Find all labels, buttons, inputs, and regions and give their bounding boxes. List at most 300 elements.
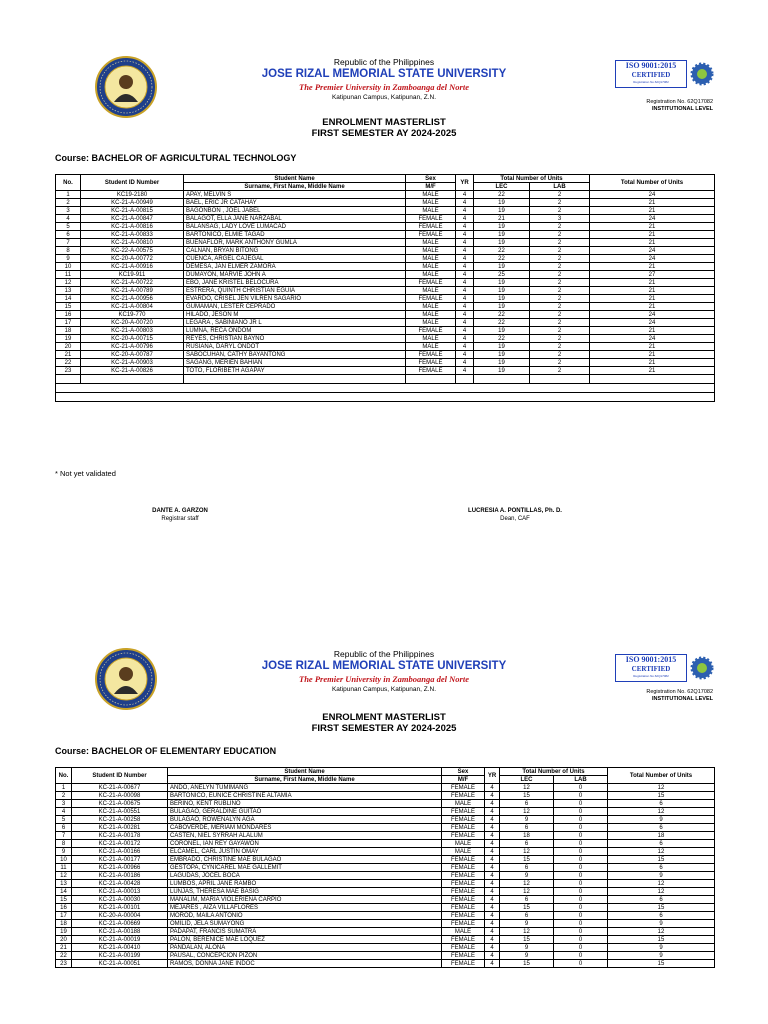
cell-student-name: LUMNA, RECA ONDOM bbox=[184, 327, 406, 335]
cell-sex: FEMALE bbox=[406, 295, 456, 303]
cell-no: 11 bbox=[56, 864, 72, 872]
cell-lec: 19 bbox=[474, 239, 530, 247]
cell-student-name: LAGUDAS, JOCEL BOCA bbox=[168, 872, 442, 880]
cell-sex: FEMALE bbox=[442, 944, 485, 952]
cell-student-id: KC-20-A-00787 bbox=[81, 351, 184, 359]
republic-line: Republic of the Philippines bbox=[333, 57, 435, 67]
cell-no: 14 bbox=[56, 888, 72, 896]
table-row bbox=[56, 359, 715, 367]
cell-lab: 0 bbox=[554, 784, 608, 792]
cell-no: 12 bbox=[56, 279, 81, 287]
cell-total: 21 bbox=[590, 223, 715, 231]
cell-yr: 4 bbox=[485, 864, 500, 872]
footnote: * Not yet validated bbox=[55, 469, 116, 478]
cell-sex: MALE bbox=[406, 311, 456, 319]
cell-lab: 0 bbox=[554, 920, 608, 928]
cell-total: 12 bbox=[608, 808, 715, 816]
cell-no: 7 bbox=[56, 832, 72, 840]
cell-lec: 19 bbox=[474, 367, 530, 375]
cell-total: 21 bbox=[590, 343, 715, 351]
table-row bbox=[56, 792, 715, 800]
cell-lec: 19 bbox=[474, 223, 530, 231]
cell-no: 11 bbox=[56, 271, 81, 279]
cell-lab: 2 bbox=[530, 351, 590, 359]
table-row bbox=[56, 936, 715, 944]
table-row bbox=[56, 864, 715, 872]
cell-no: 9 bbox=[56, 848, 72, 856]
cell-lec: 19 bbox=[474, 343, 530, 351]
cell-student-name: CUENCA, ARGEL CAJEGAL bbox=[184, 255, 406, 263]
cell-student-id: KC-21-A-00551 bbox=[72, 808, 168, 816]
cell-sex: MALE bbox=[406, 287, 456, 295]
cell-lec: 19 bbox=[474, 351, 530, 359]
cell-total: 21 bbox=[590, 199, 715, 207]
cell-lab: 0 bbox=[554, 808, 608, 816]
cell-lec: 15 bbox=[500, 960, 554, 968]
cell-yr: 4 bbox=[485, 920, 500, 928]
cell-student-id: KC19-2180 bbox=[81, 191, 184, 199]
cell-student-name: DEMESA, JAN ELMER ZAMORA bbox=[184, 263, 406, 271]
university-tagline: The Premier University in Zamboanga del Norte bbox=[299, 82, 469, 92]
cell-yr: 4 bbox=[485, 888, 500, 896]
cell-sex: MALE bbox=[406, 335, 456, 343]
cell-lec: 19 bbox=[474, 287, 530, 295]
cell-lab: 2 bbox=[530, 199, 590, 207]
cell-student-name: MOROD, MAILA ANTONIO bbox=[168, 912, 442, 920]
cell-yr: 4 bbox=[485, 880, 500, 888]
cell-sex: MALE bbox=[442, 848, 485, 856]
cell-lab: 2 bbox=[530, 239, 590, 247]
cell-student-id: KC-21-A-00188 bbox=[72, 928, 168, 936]
table-row bbox=[56, 279, 715, 287]
cell-lec: 18 bbox=[500, 832, 554, 840]
cell-student-name: PAUSAL, CONCEPCION PIZON bbox=[168, 952, 442, 960]
cell-no: 8 bbox=[56, 247, 81, 255]
cell-lec: 19 bbox=[474, 303, 530, 311]
table-row bbox=[56, 904, 715, 912]
cell-student-name: BALANSAG, LADY LOVE LUMACAD bbox=[184, 223, 406, 231]
cell-student-id: KC-21-A-00019 bbox=[72, 936, 168, 944]
cell-total: 15 bbox=[608, 936, 715, 944]
cell-sex: FEMALE bbox=[442, 880, 485, 888]
table-row bbox=[56, 912, 715, 920]
cell-student-name: LUMBOS, APRIL JANE RAMBO bbox=[168, 880, 442, 888]
cell-total: 9 bbox=[608, 944, 715, 952]
cell-yr: 4 bbox=[485, 904, 500, 912]
cell-yr: 4 bbox=[456, 199, 474, 207]
table-row bbox=[56, 928, 715, 936]
col-total-units: Total Number of Units bbox=[590, 175, 715, 191]
cell-sex: FEMALE bbox=[442, 872, 485, 880]
cell-lab: 2 bbox=[530, 263, 590, 271]
cell-sex: FEMALE bbox=[442, 824, 485, 832]
cell-yr: 4 bbox=[456, 351, 474, 359]
cell-student-name: REYES, CHRISTIAN BAYNO bbox=[184, 335, 406, 343]
cell-yr: 4 bbox=[485, 960, 500, 968]
cell-student-name: LUNJAS, THERESA MAE BASIG bbox=[168, 888, 442, 896]
iso-certified-badge: ISO 9001:2015 CERTIFIED Registration No.62Q17082 bbox=[615, 60, 687, 88]
cell-student-name: CORONEL, IAN REY GAYAWON bbox=[168, 840, 442, 848]
cell-lab: 0 bbox=[554, 896, 608, 904]
cell-total: 9 bbox=[608, 816, 715, 824]
cell-student-id: KC-21-A-00051 bbox=[72, 960, 168, 968]
cell-student-name: EVARDO, CRISEL JEN VILREN SAGARIO bbox=[184, 295, 406, 303]
cell-yr: 4 bbox=[456, 287, 474, 295]
cell-student-name: ELCAMEL, CARL JUSTIN OMAY bbox=[168, 848, 442, 856]
masterlist-table: No. Student ID Number Student Name Sex YR Total Number of Units Total Number of Units Surname, First Name, Middle Name M/F LEC LAB 1 KC19-2180 APAY, MELVIN S MALE 4 22 2 24 2 KC-21-A-00949 BAEL, ERIC JR CATAHAY MALE 4 19 2 21 3 KC-21-A-00815 BAGONBON , JOEL JABEL MALE 4 19 2 21 4 KC-21-A-00847 BALAGOT, ELLA JANE NARZABAL FEMALE 4 21 3 24 5 KC-21-A-00816 BALANSAG, LADY LOVE LUMACAD FEMALE 4 19 2 21 6 KC-21-A-00833 BARTONICO, ELMIE TAGAD FEMALE 4 19 2 21 7 KC-21-A-00810 BUENAFLOR, MARK ANTHONY GUMLA MALE 4 19 2 21 8 KC-22-A-00575 CALNAN, BRYAN BITONG MALE 4 22 2 24 9 KC-20-A-00772 CUENCA, ARGEL CAJEGAL MALE 4 22 2 24 10 KC-21-A-00916 DEMESA, JAN ELMER ZAMORA MALE 4 19 2 21 11 KC19-911 DUMAYON, MARVIE JOHN A MALE 4 25 2 27 12 KC-21-A-00722 EBO, JANE KRISTEL BELOCURA FEMALE 4 19 2 21 13 KC-21-A-00789 ESTRERA, QUINTH CHRISTIAN EGUIA MALE 4 19 2 21 14 KC-21-A-00956 EVARDO, CRISEL JEN VILREN SAGARIO FEMALE 4 19 2 21 15 KC-21-A-00804 GUMAMAN, LESTER CEPRADO MALE 4 19 2 21 16 KC19-770 HILADO, JESON M MALE 4 22 2 24 17 KC-20-A-00720 LEGARA , SABINIANO JR L MALE 4 22 2 24 18 KC-21-A-00803 LUMNA, RECA ONDOM FEMALE 4 19 2 21 19 KC-20-A-00715 REYES, CHRISTIAN BAYNO MALE 4 22 2 24 20 KC-21-A-00796 RUSIANA, DARYL ONDOT MALE 4 19 2 21 21 KC-20-A-00787 SABOCUHAN, CATHY BAYANTONG FEMALE 4 19 2 21 22 KC-21-A-00903 SAGANG, MERIEN BAHIAN FEMALE 4 19 2 21 23 KC-21-A-00826 TOTO, FLORIBETH AGAPAY FEMALE 4 19 2 21 bbox=[55, 174, 715, 402]
table-row bbox=[56, 231, 715, 239]
document-title: ENROLMENT MASTERLIST FIRST SEMESTER AY 2024-2025 bbox=[311, 117, 457, 139]
table-row bbox=[56, 920, 715, 928]
cell-student-id: KC-21-A-00803 bbox=[81, 327, 184, 335]
table-row bbox=[56, 319, 715, 327]
cell-student-id: KC-21-A-00804 bbox=[81, 303, 184, 311]
cell-yr: 4 bbox=[456, 343, 474, 351]
cell-student-id: KC-21-A-00166 bbox=[72, 848, 168, 856]
cell-sex: FEMALE bbox=[442, 952, 485, 960]
cell-student-id: KC19-911 bbox=[81, 271, 184, 279]
cell-total: 21 bbox=[590, 231, 715, 239]
blank-row bbox=[56, 393, 715, 402]
cell-lab: 2 bbox=[530, 335, 590, 343]
cell-lec: 19 bbox=[474, 207, 530, 215]
cell-yr: 4 bbox=[456, 223, 474, 231]
cell-yr: 4 bbox=[485, 912, 500, 920]
cell-yr: 4 bbox=[456, 367, 474, 375]
cell-lab: 2 bbox=[530, 327, 590, 335]
cell-no: 13 bbox=[56, 880, 72, 888]
cell-student-name: ANDO, ANELYN TUMIMANG bbox=[168, 784, 442, 792]
table-row bbox=[56, 888, 715, 896]
cell-yr: 4 bbox=[485, 872, 500, 880]
cell-sex: FEMALE bbox=[406, 231, 456, 239]
cell-student-name: LEGARA , SABINIANO JR L bbox=[184, 319, 406, 327]
cell-sex: MALE bbox=[406, 319, 456, 327]
table-row bbox=[56, 351, 715, 359]
cell-sex: FEMALE bbox=[406, 215, 456, 223]
cell-total: 21 bbox=[590, 295, 715, 303]
cell-student-id: KC-21-A-00098 bbox=[72, 792, 168, 800]
cell-no: 14 bbox=[56, 295, 81, 303]
cell-lab: 0 bbox=[554, 904, 608, 912]
cell-no: 10 bbox=[56, 856, 72, 864]
table-row bbox=[56, 784, 715, 792]
cell-total: 9 bbox=[608, 872, 715, 880]
cell-no: 4 bbox=[56, 808, 72, 816]
cell-student-id: KC-21-A-00258 bbox=[72, 816, 168, 824]
col-no: No. bbox=[56, 175, 81, 191]
cell-student-id: KC19-770 bbox=[81, 311, 184, 319]
cell-yr: 4 bbox=[456, 335, 474, 343]
cell-lab: 2 bbox=[530, 319, 590, 327]
cell-total: 24 bbox=[590, 311, 715, 319]
cell-student-name: BARTONICO, EUNICE CHRISTINE ALTAMIA bbox=[168, 792, 442, 800]
cell-total: 21 bbox=[590, 287, 715, 295]
cell-sex: FEMALE bbox=[442, 960, 485, 968]
cell-lec: 9 bbox=[500, 920, 554, 928]
cell-student-name: APAY, MELVIN S bbox=[184, 191, 406, 199]
cell-no: 18 bbox=[56, 920, 72, 928]
cell-yr: 4 bbox=[485, 832, 500, 840]
cell-yr: 4 bbox=[485, 816, 500, 824]
col-lab: LAB bbox=[530, 183, 590, 191]
university-name: JOSE RIZAL MEMORIAL STATE UNIVERSITY bbox=[261, 68, 507, 80]
cell-student-name: HILADO, JESON M bbox=[184, 311, 406, 319]
cell-yr: 4 bbox=[485, 928, 500, 936]
cell-yr: 4 bbox=[485, 936, 500, 944]
cell-total: 24 bbox=[590, 215, 715, 223]
cell-student-name: TOTO, FLORIBETH AGAPAY bbox=[184, 367, 406, 375]
cell-lab: 0 bbox=[554, 872, 608, 880]
col-units: Total Number of Units bbox=[474, 175, 590, 183]
cell-student-id: KC-21-A-00281 bbox=[72, 824, 168, 832]
cell-yr: 4 bbox=[485, 800, 500, 808]
cell-total: 12 bbox=[608, 928, 715, 936]
cell-no: 9 bbox=[56, 255, 81, 263]
cell-lab: 2 bbox=[530, 295, 590, 303]
cell-lec: 6 bbox=[500, 896, 554, 904]
cell-lec: 22 bbox=[474, 191, 530, 199]
signatory-dean: LUCRESIA A. PONTILLAS, Ph. D. Dean, CAF bbox=[468, 508, 562, 522]
cell-yr: 4 bbox=[456, 359, 474, 367]
cell-no: 16 bbox=[56, 904, 72, 912]
cell-student-name: EMBRADO, CHRISTINE MAE BULAGAO bbox=[168, 856, 442, 864]
table-row bbox=[56, 960, 715, 968]
cell-lec: 6 bbox=[500, 800, 554, 808]
cell-sex: FEMALE bbox=[442, 856, 485, 864]
cell-sex: MALE bbox=[442, 800, 485, 808]
cell-lab: 0 bbox=[554, 880, 608, 888]
cell-lab: 0 bbox=[554, 840, 608, 848]
cell-lec: 22 bbox=[474, 335, 530, 343]
cell-no: 7 bbox=[56, 239, 81, 247]
table-row bbox=[56, 247, 715, 255]
cell-no: 5 bbox=[56, 816, 72, 824]
cell-total: 24 bbox=[590, 335, 715, 343]
cell-no: 12 bbox=[56, 872, 72, 880]
table-row bbox=[56, 335, 715, 343]
table-body bbox=[56, 784, 715, 968]
table-body bbox=[56, 191, 715, 375]
cell-yr: 4 bbox=[456, 191, 474, 199]
cell-no: 17 bbox=[56, 912, 72, 920]
cell-total: 24 bbox=[590, 255, 715, 263]
cell-no: 15 bbox=[56, 303, 81, 311]
cell-sex: MALE bbox=[442, 928, 485, 936]
cell-sex: FEMALE bbox=[442, 888, 485, 896]
cell-sex: MALE bbox=[406, 199, 456, 207]
table-row bbox=[56, 800, 715, 808]
masterlist-table: No. Student ID Number Student Name Sex YR Total Number of Units Total Number of Units Surname, First Name, Middle Name M/F LEC LAB 1 KC-21-A-00677 ANDO, ANELYN TUMIMANG FEMALE 4 12 0 12 2 KC-21-A-00098 BARTONICO, EUNICE CHRISTINE ALTAMIA FEMALE 4 15 0 15 3 KC-21-A-00675 BERINO, KENT RUBLINO MALE 4 6 0 6 4 KC-21-A-00551 BULAGAO, GERALDINE GUITAO FEMALE 4 12 0 12 5 KC-21-A-00258 BULAGAO, ROWENALYN AGA FEMALE 4 9 0 9 6 KC-21-A-00281 CABOVERDE, MERIAM MONDARES FEMALE 4 6 0 6 7 KC-21-A-00178 CASTEN, NIEL SYRRAH ALALUM FEMALE 4 18 0 18 8 KC-21-A-00172 CORONEL, IAN REY GAYAWON MALE 4 6 0 6 9 KC-21-A-00166 ELCAMEL, CARL JUSTIN OMAY MALE 4 12 0 12 10 KC-21-A-00177 EMBRADO, CHRISTINE MAE BULAGAO FEMALE 4 15 0 15 11 KC-21-A-00966 GESTOPA, CYNICAREL MAE GALLEMIT FEMALE 4 6 0 6 12 KC-21-A-00186 LAGUDAS, JOCEL BOCA FEMALE 4 9 0 9 13 KC-21-A-00428 LUMBOS, APRIL JANE RAMBO FEMALE 4 12 0 12 14 KC-21-A-00013 LUNJAS, THERESA MAE BASIG FEMALE 4 12 0 12 15 KC-21-A-00030 MANALIM, MARIA VIOLERIENA CARPIO FEMALE 4 6 0 6 16 KC-21-A-00101 MEJARES , AIZA VILLAFLORES FEMALE 4 15 0 15 17 KC-20-A-00004 MOROD, MAILA ANTONIO FEMALE 4 6 0 6 18 KC-21-A-00669 OMILID, JELA SUMAYONG FEMALE 4 9 0 9 19 KC-21-A-00188 PADAPAT, FRANCIS SUMATRA MALE 4 12 0 12 20 KC-21-A-00019 PALON, BERENICE MAE LOQUEZ FEMALE 4 15 0 15 21 KC-21-A-00410 PANDALAN, ALONA FEMALE 4 9 0 9 22 KC-21-A-00199 PAUSAL, CONCEPCION PIZON FEMALE 4 9 0 9 23 KC-21-A-00051 RAMOS, DONNA JANE INDOC FEMALE 4 15 0 15 bbox=[55, 767, 715, 968]
table-row bbox=[56, 848, 715, 856]
cell-lab: 2 bbox=[530, 359, 590, 367]
cell-sex: FEMALE bbox=[442, 912, 485, 920]
cell-no: 1 bbox=[56, 191, 81, 199]
cell-no: 3 bbox=[56, 800, 72, 808]
cell-total: 15 bbox=[608, 856, 715, 864]
cell-no: 23 bbox=[56, 367, 81, 375]
cell-lec: 12 bbox=[500, 928, 554, 936]
cell-lab: 2 bbox=[530, 223, 590, 231]
cell-student-id: KC-21-A-00949 bbox=[81, 199, 184, 207]
cell-student-id: KC-21-A-00669 bbox=[72, 920, 168, 928]
cell-student-name: RUSIANA, DARYL ONDOT bbox=[184, 343, 406, 351]
cell-lab: 2 bbox=[530, 311, 590, 319]
table-row bbox=[56, 295, 715, 303]
cell-yr: 4 bbox=[485, 808, 500, 816]
cell-lec: 9 bbox=[500, 952, 554, 960]
cell-sex: FEMALE bbox=[442, 864, 485, 872]
cell-sex: FEMALE bbox=[406, 223, 456, 231]
cell-total: 21 bbox=[590, 263, 715, 271]
cell-no: 19 bbox=[56, 928, 72, 936]
cell-student-name: BAGONBON , JOEL JABEL bbox=[184, 207, 406, 215]
cell-lab: 0 bbox=[554, 816, 608, 824]
cell-no: 20 bbox=[56, 343, 81, 351]
cell-sex: FEMALE bbox=[442, 920, 485, 928]
cell-sex: FEMALE bbox=[442, 904, 485, 912]
cell-lab: 2 bbox=[530, 303, 590, 311]
cell-total: 24 bbox=[590, 319, 715, 327]
cell-sex: MALE bbox=[406, 271, 456, 279]
cell-yr: 4 bbox=[456, 279, 474, 287]
cell-no: 1 bbox=[56, 784, 72, 792]
cell-sex: FEMALE bbox=[442, 832, 485, 840]
cell-yr: 4 bbox=[456, 295, 474, 303]
cell-student-id: KC-21-A-00847 bbox=[81, 215, 184, 223]
cell-lec: 22 bbox=[474, 311, 530, 319]
cell-no: 3 bbox=[56, 207, 81, 215]
cell-student-name: BULAGAO, GERALDINE GUITAO bbox=[168, 808, 442, 816]
cell-lec: 15 bbox=[500, 936, 554, 944]
cell-student-name: CABOVERDE, MERIAM MONDARES bbox=[168, 824, 442, 832]
cell-total: 24 bbox=[590, 247, 715, 255]
cell-lec: 22 bbox=[474, 255, 530, 263]
cell-lec: 12 bbox=[500, 784, 554, 792]
cell-total: 21 bbox=[590, 303, 715, 311]
cell-no: 20 bbox=[56, 936, 72, 944]
cell-yr: 4 bbox=[456, 303, 474, 311]
cell-lab: 0 bbox=[554, 800, 608, 808]
cell-no: 2 bbox=[56, 792, 72, 800]
table-row bbox=[56, 287, 715, 295]
cell-yr: 4 bbox=[456, 327, 474, 335]
cell-student-name: MANALIM, MARIA VIOLERIENA CARPIO bbox=[168, 896, 442, 904]
table-row bbox=[56, 896, 715, 904]
cell-student-name: RAMOS, DONNA JANE INDOC bbox=[168, 960, 442, 968]
cell-lec: 22 bbox=[474, 319, 530, 327]
cell-student-name: PALON, BERENICE MAE LOQUEZ bbox=[168, 936, 442, 944]
cell-lec: 6 bbox=[500, 824, 554, 832]
cell-lec: 15 bbox=[500, 856, 554, 864]
cell-student-name: BUENAFLOR, MARK ANTHONY GUMLA bbox=[184, 239, 406, 247]
cell-student-id: KC-21-A-00789 bbox=[81, 287, 184, 295]
cell-student-id: KC-21-A-00199 bbox=[72, 952, 168, 960]
cell-yr: 4 bbox=[456, 207, 474, 215]
cell-total: 21 bbox=[590, 327, 715, 335]
cell-no: 17 bbox=[56, 319, 81, 327]
cell-lab: 3 bbox=[530, 215, 590, 223]
col-lec: LEC bbox=[474, 183, 530, 191]
cell-sex: FEMALE bbox=[406, 327, 456, 335]
registration-block: Registration No. 62Q17082 INSTITUTIONAL LEVEL bbox=[646, 99, 713, 112]
cell-yr: 4 bbox=[456, 215, 474, 223]
cell-no: 15 bbox=[56, 896, 72, 904]
blank-row bbox=[56, 384, 715, 393]
cell-total: 9 bbox=[608, 952, 715, 960]
cell-lec: 19 bbox=[474, 199, 530, 207]
table-row bbox=[56, 872, 715, 880]
cell-student-id: KC-21-A-00903 bbox=[81, 359, 184, 367]
cell-lec: 25 bbox=[474, 271, 530, 279]
cell-student-id: KC-21-A-00816 bbox=[81, 223, 184, 231]
cell-lab: 0 bbox=[554, 832, 608, 840]
cell-yr: 4 bbox=[456, 319, 474, 327]
course-label: Course: BACHELOR OF ELEMENTARY EDUCATION bbox=[55, 746, 277, 756]
table-row bbox=[56, 215, 715, 223]
cell-lab: 2 bbox=[530, 287, 590, 295]
cell-sex: FEMALE bbox=[406, 279, 456, 287]
cell-student-id: KC-21-A-00410 bbox=[72, 944, 168, 952]
cell-no: 23 bbox=[56, 960, 72, 968]
cell-yr: 4 bbox=[485, 784, 500, 792]
cell-sex: FEMALE bbox=[442, 792, 485, 800]
cell-lab: 0 bbox=[554, 928, 608, 936]
cell-sex: FEMALE bbox=[442, 808, 485, 816]
cell-no: 19 bbox=[56, 335, 81, 343]
cell-total: 6 bbox=[608, 896, 715, 904]
cell-student-id: KC-21-A-00030 bbox=[72, 896, 168, 904]
cell-student-name: BALAGOT, ELLA JANE NARZABAL bbox=[184, 215, 406, 223]
cell-lab: 2 bbox=[530, 231, 590, 239]
cell-student-id: KC-21-A-00428 bbox=[72, 880, 168, 888]
cell-sex: FEMALE bbox=[406, 367, 456, 375]
cell-student-name: PADAPAT, FRANCIS SUMATRA bbox=[168, 928, 442, 936]
cell-lec: 9 bbox=[500, 944, 554, 952]
cell-total: 12 bbox=[608, 784, 715, 792]
cell-no: 21 bbox=[56, 944, 72, 952]
cell-total: 6 bbox=[608, 840, 715, 848]
cell-student-id: KC-20-A-00772 bbox=[81, 255, 184, 263]
iso-certified-badge: ISO 9001:2015 CERTIFIED Registration No.62Q17082 bbox=[615, 654, 687, 682]
cell-student-id: KC-21-A-00013 bbox=[72, 888, 168, 896]
cell-lab: 0 bbox=[554, 864, 608, 872]
cell-lab: 2 bbox=[530, 279, 590, 287]
cell-student-name: SAGANG, MERIEN BAHIAN bbox=[184, 359, 406, 367]
cell-no: 22 bbox=[56, 952, 72, 960]
cell-yr: 4 bbox=[456, 311, 474, 319]
signatory-registrar: DANTE A. GARZON Registrar staff bbox=[152, 508, 208, 522]
cell-lec: 22 bbox=[474, 247, 530, 255]
cell-student-id: KC-21-A-00966 bbox=[72, 864, 168, 872]
cell-lab: 0 bbox=[554, 936, 608, 944]
cell-student-name: DUMAYON, MARVIE JOHN A bbox=[184, 271, 406, 279]
cell-no: 16 bbox=[56, 311, 81, 319]
cell-total: 15 bbox=[608, 904, 715, 912]
cell-lab: 2 bbox=[530, 191, 590, 199]
cell-no: 2 bbox=[56, 199, 81, 207]
table-row bbox=[56, 311, 715, 319]
cell-total: 6 bbox=[608, 824, 715, 832]
cell-sex: MALE bbox=[406, 239, 456, 247]
table-row bbox=[56, 263, 715, 271]
cell-sex: MALE bbox=[406, 255, 456, 263]
cell-no: 22 bbox=[56, 359, 81, 367]
cell-total: 15 bbox=[608, 960, 715, 968]
cell-yr: 4 bbox=[485, 848, 500, 856]
registration-block: Registration No. 62Q17082 INSTITUTIONAL LEVEL bbox=[646, 689, 713, 702]
cell-no: 18 bbox=[56, 327, 81, 335]
